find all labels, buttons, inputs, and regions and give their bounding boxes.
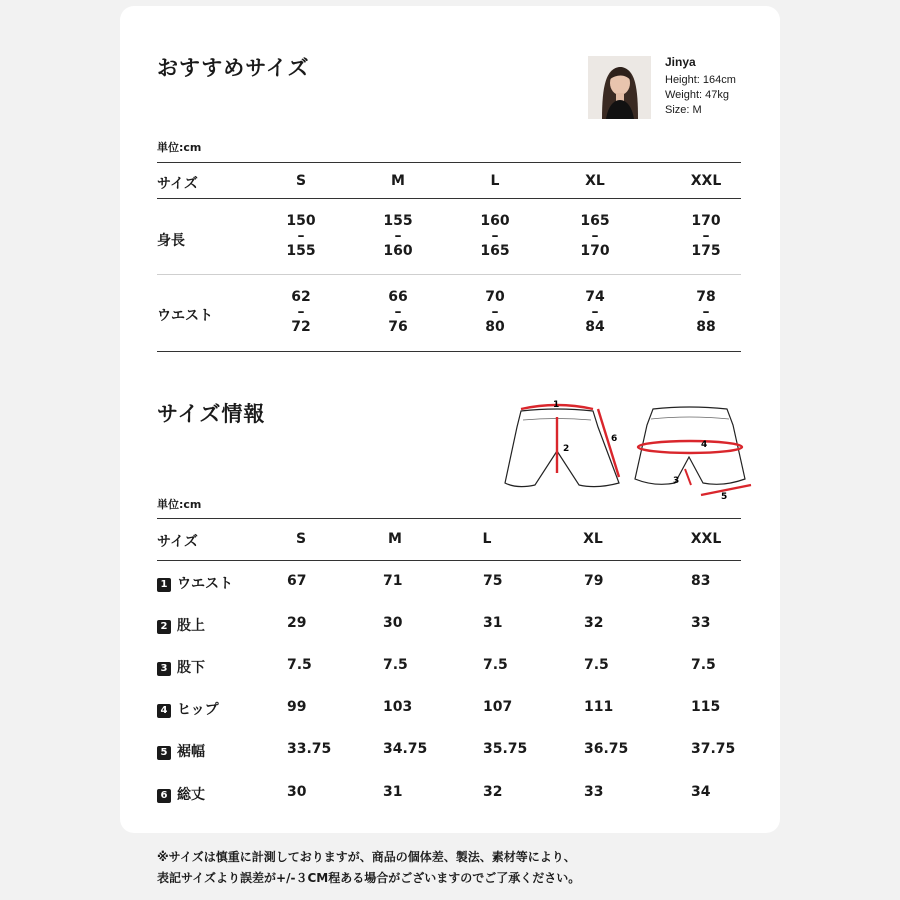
number-badge: 1 [157, 578, 171, 592]
info-cell: 37.75 [691, 741, 736, 757]
info-cell: 33 [691, 615, 711, 631]
info-unit: 単位:cm [157, 498, 202, 511]
info-header-size: サイズ [157, 534, 198, 550]
info-cell: 7.5 [691, 657, 716, 673]
info-cell: 75 [483, 573, 503, 589]
model-info [665, 55, 736, 118]
recommend-header-xxl: XXL [690, 173, 722, 189]
number-badge: 2 [157, 620, 171, 634]
size-note-line-1: ※サイズは慎重に計測しておりますが、商品の個体差、製法、素材等により、 [157, 850, 576, 864]
info-cell: 7.5 [483, 657, 508, 673]
info-row-label: 5 裾幅 [157, 741, 205, 761]
number-badge: 3 [157, 662, 171, 676]
info-cell: 79 [584, 573, 604, 589]
info-cell: 99 [287, 699, 307, 715]
info-cell: 31 [383, 784, 403, 800]
info-cell: 31 [483, 615, 503, 631]
info-cell: 36.75 [584, 741, 629, 757]
diagram-label-1: 1 [553, 400, 560, 410]
model-weight: Weight: 47kg [665, 89, 730, 101]
recommend-row-label: ウエスト [157, 308, 213, 324]
number-badge: 5 [157, 746, 171, 760]
recommend-range: 74 – 84 [585, 289, 605, 335]
info-row-label: 6 総丈 [157, 784, 205, 804]
recommend-header-xl: XL [585, 173, 605, 189]
info-row-label: 2 股上 [157, 615, 205, 635]
info-row-label: 3 股下 [157, 657, 205, 677]
recommend-row-label: 身長 [157, 233, 185, 249]
diagram-label-4: 4 [701, 440, 708, 450]
info-header-xxl: XXL [690, 531, 722, 547]
info-cell: 30 [383, 615, 403, 631]
recommend-top-rule [157, 162, 741, 163]
recommend-title: おすすめサイズ [157, 56, 310, 80]
recommend-header-m: M [391, 173, 405, 189]
info-cell: 34.75 [383, 741, 428, 757]
info-cell: 30 [287, 784, 307, 800]
size-note [157, 847, 580, 889]
info-cell: 33 [584, 784, 604, 800]
recommend-header-s: S [295, 173, 307, 189]
recommend-unit: 単位:cm [157, 141, 202, 154]
diagram-label-2: 2 [563, 444, 570, 454]
info-header-rule [157, 560, 741, 561]
info-cell: 32 [483, 784, 503, 800]
info-cell: 35.75 [483, 741, 528, 757]
info-header-l: L [482, 531, 492, 547]
shorts-diagram [495, 395, 765, 505]
model-photo [588, 56, 651, 119]
model-size: Size: M [665, 104, 702, 116]
recommend-range: 78 – 88 [696, 289, 716, 335]
info-row-label: 1 ウエスト [157, 573, 233, 593]
recommend-header-rule [157, 198, 741, 199]
info-header-m: M [388, 531, 402, 547]
info-title: サイズ情報 [157, 402, 266, 426]
recommend-range: 150 – 155 [286, 213, 316, 259]
info-row-label: 4 ヒップ [157, 699, 219, 719]
info-cell: 107 [483, 699, 513, 715]
info-cell: 7.5 [383, 657, 408, 673]
recommend-header-l: L [490, 173, 500, 189]
recommend-range: 160 – 165 [480, 213, 510, 259]
recommend-range: 155 – 160 [383, 213, 413, 259]
number-badge: 4 [157, 704, 171, 718]
info-header-xl: XL [583, 531, 603, 547]
recommend-range: 170 – 175 [691, 213, 721, 259]
info-cell: 7.5 [287, 657, 312, 673]
info-cell: 32 [584, 615, 604, 631]
info-cell: 7.5 [584, 657, 609, 673]
info-header-s: S [295, 531, 307, 547]
model-height: Height: 164cm [665, 74, 736, 86]
number-badge: 6 [157, 789, 171, 803]
diagram-label-6: 6 [611, 434, 618, 444]
info-cell: 34 [691, 784, 711, 800]
diagram-label-3: 3 [673, 476, 680, 486]
info-cell: 71 [383, 573, 403, 589]
info-top-rule [157, 518, 741, 519]
recommend-bottom-rule [157, 351, 741, 352]
info-cell: 33.75 [287, 741, 332, 757]
size-note-line-2: 表記サイズより誤差が+/-３CM程ある場合がございますのでご了承ください。 [157, 871, 581, 885]
info-cell: 103 [383, 699, 413, 715]
recommend-range: 70 – 80 [485, 289, 505, 335]
model-name: Jinya [665, 55, 696, 69]
info-cell: 111 [584, 699, 614, 715]
info-cell: 67 [287, 573, 307, 589]
info-cell: 83 [691, 573, 711, 589]
row-divider [157, 274, 741, 275]
recommend-range: 66 – 76 [388, 289, 408, 335]
recommend-range: 62 – 72 [291, 289, 311, 335]
info-cell: 115 [691, 699, 721, 715]
recommend-header-size: サイズ [157, 176, 198, 192]
recommend-range: 165 – 170 [580, 213, 610, 259]
info-cell: 29 [287, 615, 307, 631]
diagram-label-5: 5 [721, 492, 728, 502]
